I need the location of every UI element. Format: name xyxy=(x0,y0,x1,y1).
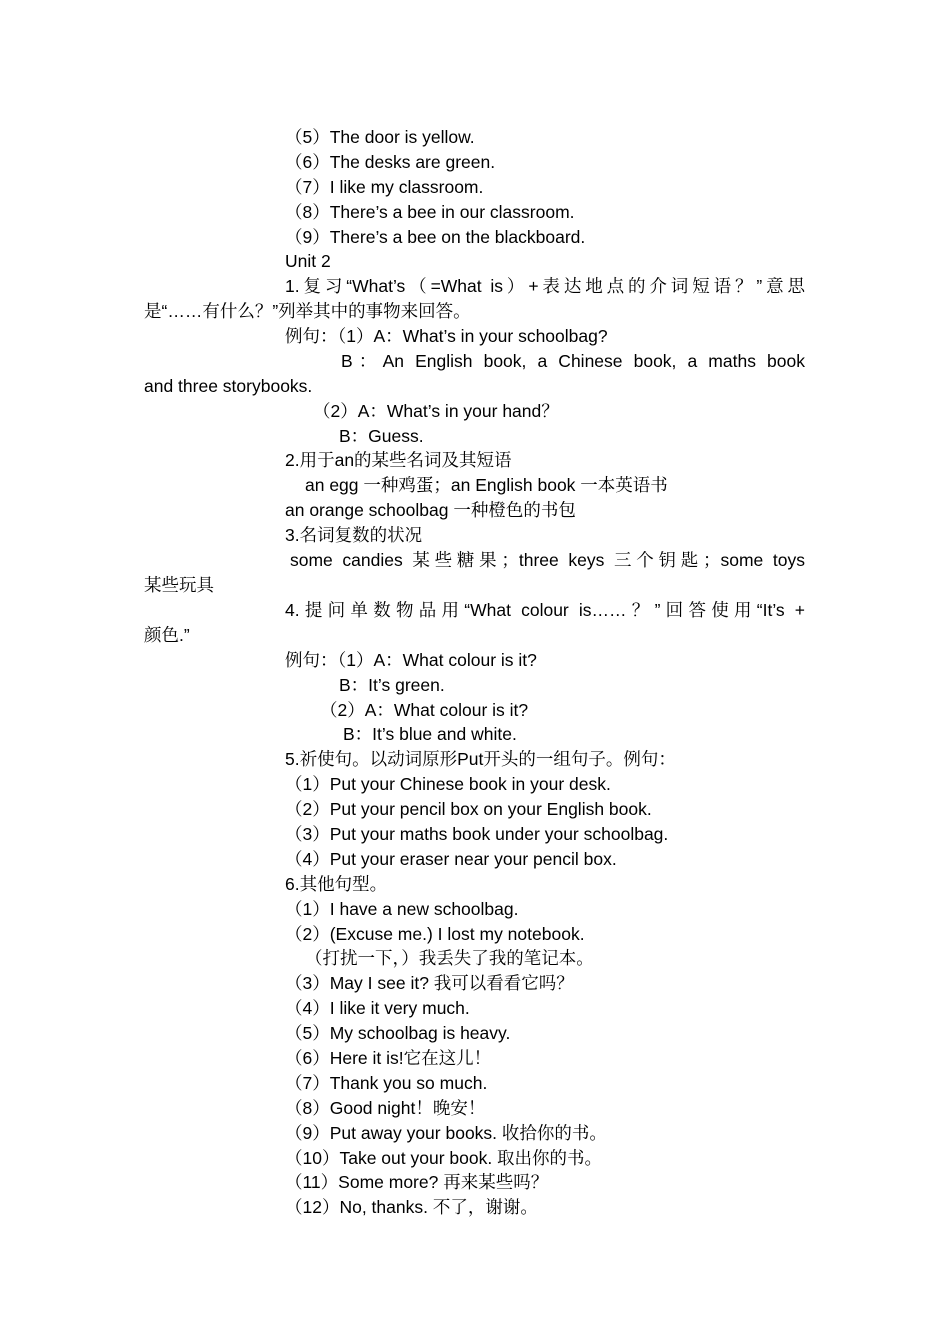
text-line: （4）Put your eraser near your pencil box. xyxy=(285,849,617,869)
text-line: （12）No, thanks. 不了，谢谢。 xyxy=(285,1197,538,1217)
unit-heading: Unit 2 xyxy=(285,251,331,271)
text-line: some candies 某些糖果；three keys 三个钥匙；some toys xyxy=(290,550,805,570)
text-line: 2.用于an的某些名词及其短语 xyxy=(285,450,512,470)
text-line: （打扰一下，）我丢失了我的笔记本。 xyxy=(305,948,594,968)
text-line: （6）Here it is!它在这儿！ xyxy=(285,1048,492,1068)
text-line: an orange schoolbag 一种橙色的书包 xyxy=(285,500,576,520)
text-line: 4.提问单数物品用“What colour is……？”回答使用“It’s + xyxy=(285,600,805,620)
text-line: 6.其他句型。 xyxy=(285,874,388,894)
text-line: （7）Thank you so much. xyxy=(285,1073,488,1093)
text-line: 例句：（1）A：What colour is it? xyxy=(285,650,537,670)
text-line: and three storybooks. xyxy=(144,376,313,396)
text-line: B：It’s green. xyxy=(339,675,445,695)
text-line: （11）Some more? 再来某些吗？ xyxy=(285,1172,549,1192)
text-line: 5.祈使句。以动词原形Put开头的一组句子。例句： xyxy=(285,749,676,769)
text-line: （8）Good night！晚安！ xyxy=(285,1098,486,1118)
text-line: （7）I like my classroom. xyxy=(285,177,484,197)
text-line: （5）The door is yellow. xyxy=(285,127,475,147)
text-line: （4）I like it very much. xyxy=(285,998,470,1018)
text-line: （5）My schoolbag is heavy. xyxy=(285,1023,511,1043)
text-line: 例句：（1）A：What’s in your schoolbag? xyxy=(285,326,608,346)
text-line: 颜色.” xyxy=(144,625,190,645)
text-line: （9）Put away your books. 收拾你的书。 xyxy=(285,1123,607,1143)
text-line: 是“……有什么？”列举其中的事物来回答。 xyxy=(144,301,471,321)
text-line: （3）May I see it? 我可以看看它吗？ xyxy=(285,973,574,993)
text-line: （9）There’s a bee on the blackboard. xyxy=(285,227,586,247)
text-line: 1.复习“What’s（=What is）+表达地点的介词短语？”意思 xyxy=(285,276,805,296)
text-line: B：Guess. xyxy=(339,426,424,446)
text-line: B：It’s blue and white. xyxy=(343,724,517,744)
text-line: （2）A：What’s in your hand？ xyxy=(313,401,559,421)
text-line: 某些玩具 xyxy=(144,575,214,595)
text-line: B：An English book, a Chinese book, a maths book xyxy=(341,351,805,371)
text-line: （1）Put your Chinese book in your desk. xyxy=(285,774,611,794)
text-line: 3.名词复数的状况 xyxy=(285,525,423,545)
text-line: （1）I have a new schoolbag. xyxy=(285,899,519,919)
text-line: （2）A：What colour is it? xyxy=(320,700,529,720)
text-line: （6）The desks are green. xyxy=(285,152,496,172)
text-line: （10）Take out your book. 取出你的书。 xyxy=(285,1148,603,1168)
text-line: （2）Put your pencil box on your English book. xyxy=(285,799,652,819)
text-line: （8）There’s a bee in our classroom. xyxy=(285,202,575,222)
text-line: （3）Put your maths book under your schoolbag. xyxy=(285,824,669,844)
text-line: （2）(Excuse me.) I lost my notebook. xyxy=(285,924,585,944)
text-line: an egg 一种鸡蛋；an English book 一本英语书 xyxy=(305,475,668,495)
